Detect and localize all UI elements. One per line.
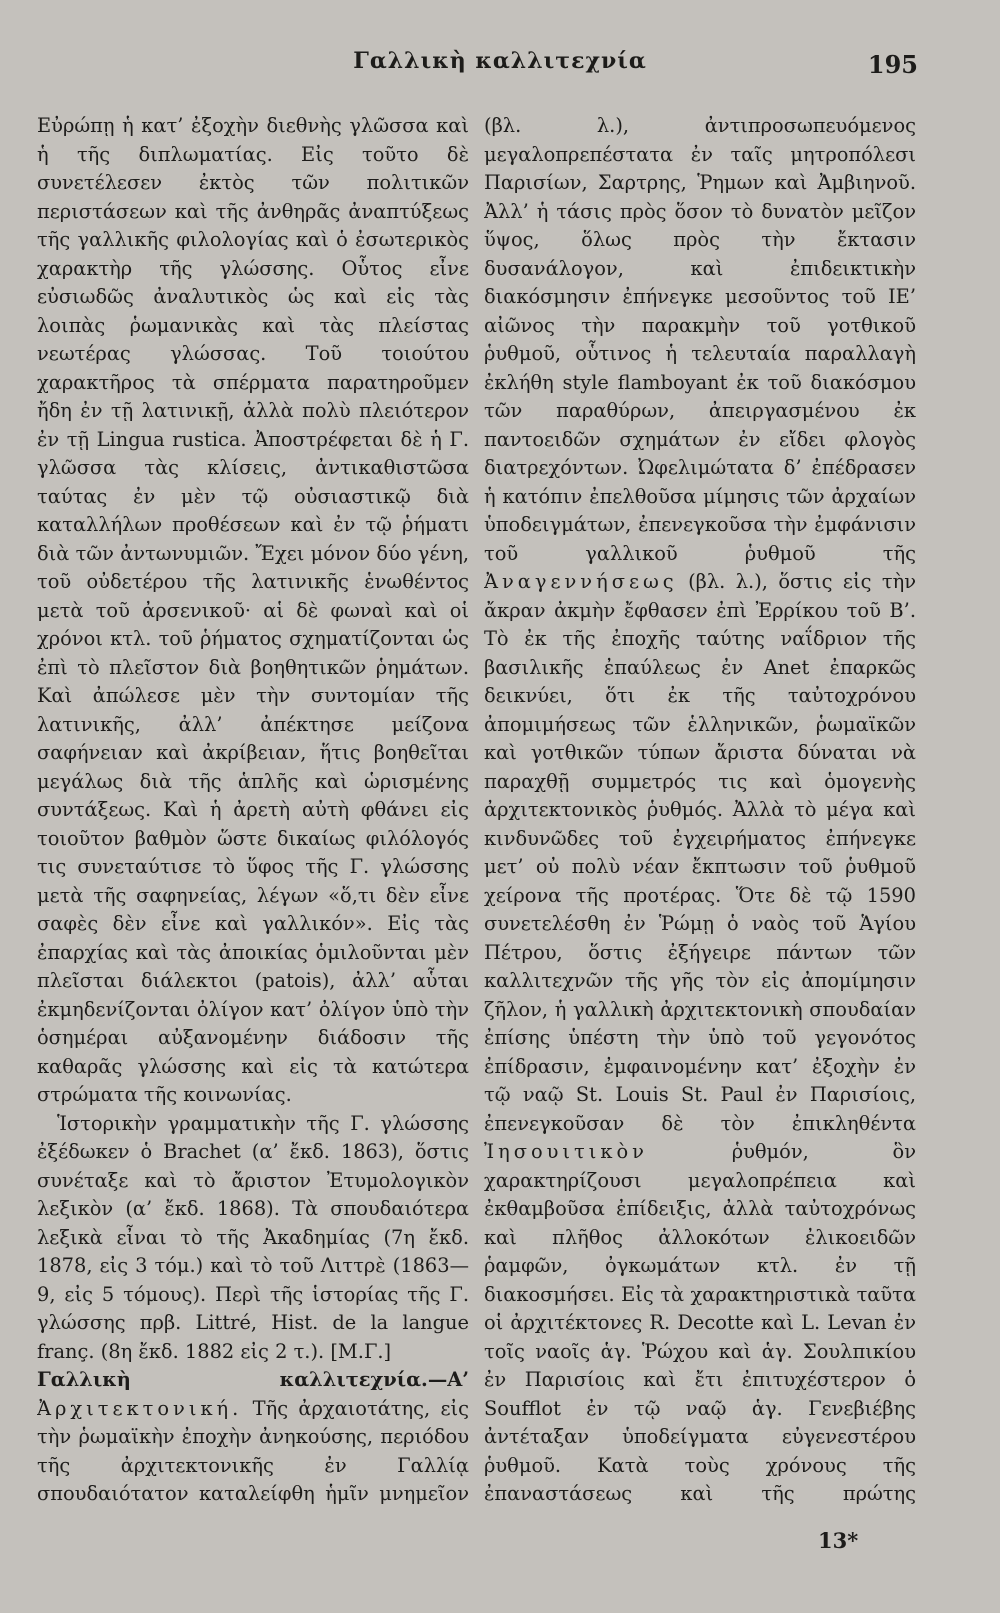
right-column [484, 112, 916, 1507]
right-paragraph-1 [484, 112, 916, 1507]
right-text-end: ῥυθμόν, ὃν χαρακτηρίζουσι μεγαλοπρέπεια καὶ ἐκθαμβοῦσα ἐπίδειξις, ἀλλὰ ταὐτοχρόνως καὶ πλῆθος ἀλλοκότων ἐλικοειδῶν ῥαμφῶν, ὀγκωμάτων κτλ. ἐν τῇ διακοσμήσει. Εἰς τὰ χαρακτηριστικὰ ταῦτα οἱ ἀρχιτέκτονες R. Decotte καὶ L. Levan ἐν τοῖς ναοῖς ἁγ. Ῥώχου καὶ ἁγ. Σουλπικίου ἐν Παρισίοις καὶ ἔτι ἐπιτυχέστερον ὁ Soufflot ἐν τῷ ναῷ ἁγ. Γενεβιέβης ἀντέταξαν ὑποδείγματα εὐγενεστέρου ῥυθμοῦ. Κατὰ τοὺς χρόνους τῆς ἐπαναστάσεως καὶ τῆς πρώτης [484, 1140, 916, 1505]
page-number: 195 [867, 50, 918, 79]
entry-keyword: Ἀρχιτεκτονική. [37, 1396, 243, 1420]
entry-title: Γαλλικὴ καλλιτεχνία. [37, 1368, 428, 1391]
renaissance-term: Ἀναγεννήσεως [484, 570, 678, 593]
right-text-continued: (βλ. λ.), ὅστις εἰς τὴν ἄκραν ἀκμὴν ἔφθασεν ἐπὶ Ἐρρίκου τοῦ Β’. Τὸ ἐκ τῆς ἐποχῆς ταύτης ναΐδριον τῆς βασιλικῆς ἐπαύλεως ἐν Anet ἐπαρκῶς δεικνύει, ὅτι ἐκ τῆς ταὐτοχρόνου ἀπομιμήσεως τῶν ἑλληνικῶν, ῥωμαϊκῶν καὶ γοτθικῶν τύπων ἄριστα δύναται νὰ παραχθῇ συμμετρός τις καὶ ὁμογενὴς ἀρχιτεκτονικὸς ῥυθμός. Ἀλλὰ τὸ μέγα καὶ κινδυνῶδες τοῦ ἐγχειρήματος ἐπήνεγκε μετ’ οὐ πολὺ νέαν ἔκπτωσιν τοῦ ῥυθμοῦ χείρονα τῆς προτέρας. Ὅτε δὲ τῷ 1590 συνετελέσθη ἐν Ῥώμῃ ὁ ναὸς τοῦ Ἁγίου Πέτρου, ὅστις ἐξήγειρε πάντων τῶν καλλιτεχνῶν τῆς γῆς τὸν εἰς ἀπομίμησιν ζῆλον, ἡ γαλλικὴ ἀρχιτεκτονικὴ σπουδαίαν ἐπίσης ὑπέστη τὴν ὑπὸ τοῦ γεγονότος ἐπίδρασιν, ἐμφαινομένην κατ’ ἐξοχὴν ἐν τῷ ναῷ St. Louis St. Paul ἐν Παρισίοις, ἐπενεγκοῦσαν δὲ τὸν ἐπικληθέντα [484, 570, 916, 1135]
entry-section: —Α’ [427, 1368, 469, 1391]
jesuit-term: Ἰησουιτικὸν [484, 1140, 648, 1163]
entry-text: Τῆς ἀρχαιοτάτης, εἰς τὴν ῥωμαϊκὴν ἐποχὴν ἀνηκούσης, περιόδου τῆς ἀρχιτεκτονικῆς ἐν Γαλλίᾳ σπουδαιότατον καταλείφθη ἡμῖν μνημεῖον [37, 1396, 469, 1505]
left-paragraph-2: Ἱστορικὴν γραμματικὴν τῆς Γ. γλώσσης ἐξέδωκεν ὁ Brachet (α’ ἔκδ. 1863), ὅστις συνέταξε καὶ τὸ ἄριστον Ἐτυμολογικὸν λεξικὸν (α’ ἔκδ. 1868). Τὰ σπουδαιότερα λεξικὰ εἶναι τὸ τῆς Ἀκαδημίας (7η ἔκδ. 1878, εἰς 3 τόμ.) καὶ τὸ τοῦ Λιττρὲ (1863—9, εἰς 5 τόμους). Περὶ τῆς ἱστορίας τῆς Γ. γλώσσης πρβ. Littré, Hist. de la langue franç. (8η ἔκδ. 1882 εἰς 2 τ.). [Μ.Γ.] [37, 1111, 469, 1363]
page-header [0, 46, 1000, 86]
right-text: (βλ. λ.), ἀντιπροσωπευόμενος μεγαλοπρεπέστατα ἐν ταῖς μητροπόλεσι Παρισίων, Σαρτρης, Ῥημων καὶ Ἀμβιηνοῦ. Ἀλλ’ ἡ τάσις πρὸς ὅσον τὸ δυνατὸν μεῖζον ὕψος, ὅλως πρὸς τὴν ἔκτασιν δυσανάλογον, καὶ ἐπιδεικτικὴν διακόσμησιν ἐπήνεγκε μεσοῦντος τοῦ ΙΕ’ αἰῶνος τὴν παρακμὴν τοῦ γοτθικοῦ ῥυθμοῦ, οὗτινος ἡ τελευταία παραλλαγὴ ἐκλήθη style flamboyant ἐκ τοῦ διακόσμου τῶν παραθύρων, ἀπειργασμένου ἐκ παντοειδῶν σχημάτων ἐν εἴδει φλογὸς διατρεχόντων. Ὠφελιμώτατα δ’ ἐπέδρασεν ἡ κατόπιν ἐπελθοῦσα μίμησις τῶν ἀρχαίων ὑποδειγμάτων, ἐπενεγκοῦσα τὴν ἐμφάνισιν τοῦ γαλλικοῦ ῥυθμοῦ τῆς [484, 114, 916, 565]
left-paragraph-1: Εὐρώπῃ ἡ κατ’ ἐξοχὴν διεθνὴς γλῶσσα καὶ ἡ τῆς διπλωματίας. Εἰς τοῦτο δὲ συνετέλεσεν ἐκτὸς τῶν πολιτικῶν περιστάσεων καὶ τῆς ἀνθηρᾶς ἀναπτύξεως τῆς γαλλικῆς φιλολογίας καὶ ὁ ἐσωτερικὸς χαρακτὴρ τῆς γλώσσης. Οὗτος εἶνε εὐσιωδῶς ἀναλυτικὸς ὡς καὶ εἰς τὰς λοιπὰς ῥωμανικὰς καὶ τὰς πλείστας νεωτέρας γλώσσας. Τοῦ τοιούτου χαρακτῆρος τὰ σπέρματα παρατηροῦμεν ἤδη ἐν τῇ λατινικῇ, ἀλλὰ πολὺ πλειότερον ἐν τῇ Lingua rustica. Ἀποστρέφεται δὲ ἡ Γ. γλῶσσα τὰς κλίσεις, ἀντικαθιστῶσα ταύτας ἐν μὲν τῷ οὐσιαστικῷ διὰ καταλλήλων προθέσεων καὶ ἐν τῷ ῥήματι διὰ τῶν ἀντωνυμιῶν. Ἔχει μόνον δύο γένη, τοῦ οὐδετέρου τῆς λατινικῆς ἑνωθέντος μετὰ τοῦ ἀρσενικοῦ· αἱ δὲ φωναὶ καὶ οἱ χρόνοι κτλ. τοῦ ῥήματος σχηματίζονται ὡς ἐπὶ τὸ πλεῖστον διὰ βοηθητικῶν ῥημάτων. Καὶ ἀπώλεσε μὲν τὴν συντομίαν τῆς λατινικῆς, ἀλλ’ ἀπέκτησε μείζονα σαφήνειαν καὶ ἀκρίβειαν, ἥτις βοηθεῖται μεγάλως διὰ τῆς ἁπλῆς καὶ ὡρισμένης συντάξεως. Καὶ ἡ ἀρετὴ αὐτὴ φθάνει εἰς τοιοῦτον βαθμὸν ὥστε δικαίως φιλόλογός τις συνεταύτισε τὸ ὕφος τῆς Γ. γλώσσης μετὰ τῆς σαφηνείας, λέγων «ὅ,τι δὲν εἶνε σαφὲς δὲν εἶνε καὶ γαλλικόν». Εἰς τὰς ἐπαρχίας καὶ τὰς ἀποικίας ὁμιλοῦνται μὲν πλεῖσται διάλεκτοι (patois), ἀλλ’ αὗται ἐκμηδενίζονται ὀλίγον κατ’ ὀλίγον ὑπὸ τὴν ὁσημέραι αὐξανομένην διάδοσιν τῆς καθαρᾶς γλώσσης καὶ εἰς τὰ κατώτερα στρώματα τῆς κοινωνίας. [37, 114, 469, 1106]
left-column [37, 112, 469, 1507]
signature-mark: 13* [818, 1528, 859, 1553]
running-head: Γαλλικὴ καλλιτεχνία [353, 48, 647, 74]
entry-paragraph [37, 1366, 469, 1507]
